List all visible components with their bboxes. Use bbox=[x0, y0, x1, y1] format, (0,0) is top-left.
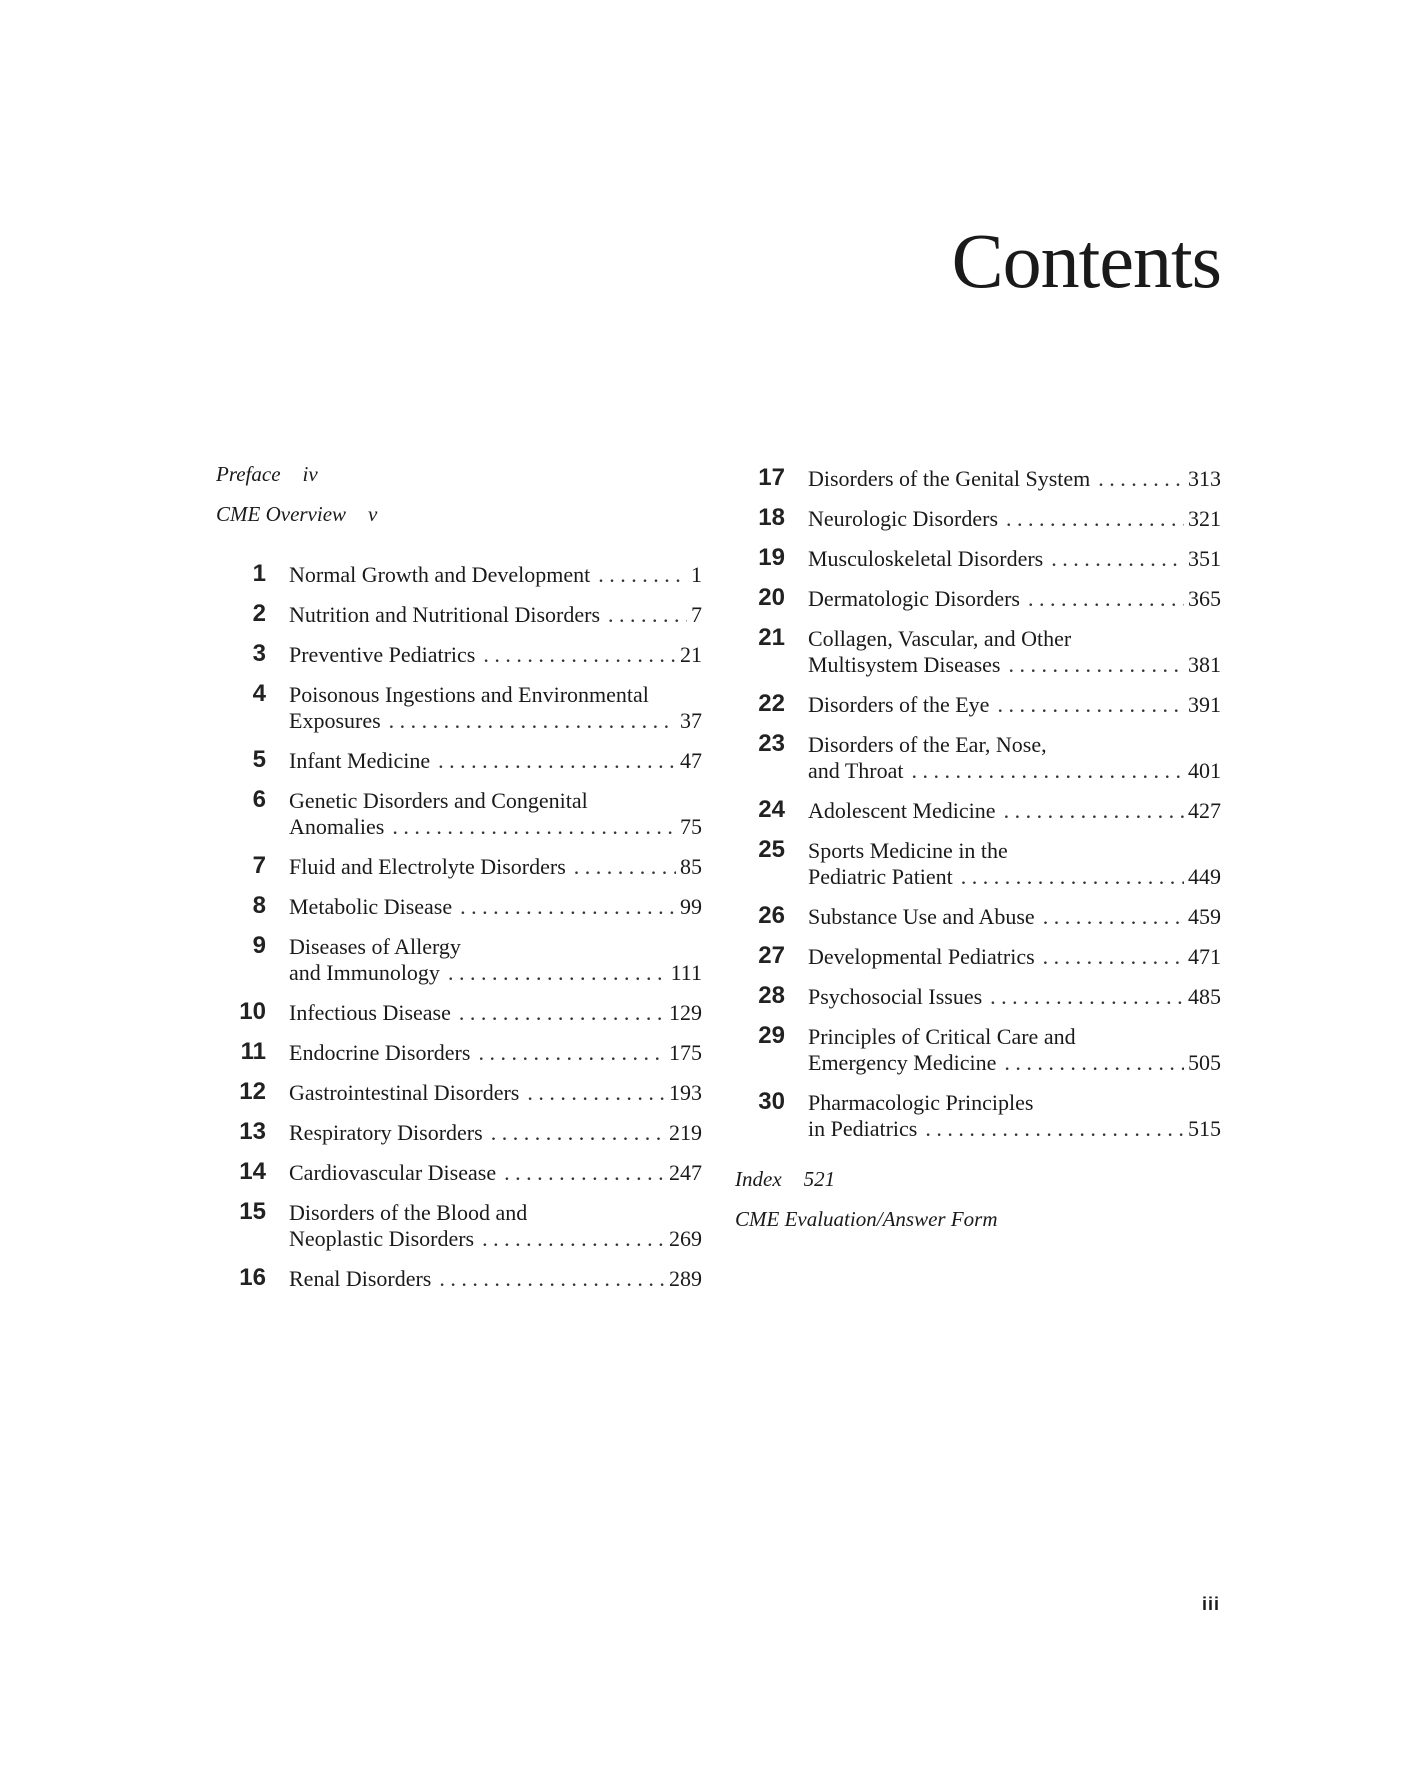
chapter-title: Pediatric Patient bbox=[808, 864, 953, 889]
chapter-entry bbox=[735, 1024, 1221, 1076]
chapter-title-row bbox=[289, 1120, 702, 1146]
chapter-title-row bbox=[289, 854, 702, 880]
chapter-title-row bbox=[808, 652, 1221, 678]
chapter-number: 1 bbox=[252, 560, 266, 587]
chapter-page: 427 bbox=[1188, 798, 1221, 823]
front-matter-list bbox=[216, 463, 702, 526]
chapter-list-left bbox=[216, 562, 702, 1292]
chapter-page: 485 bbox=[1188, 984, 1221, 1009]
chapter-title: Musculoskeletal Disorders bbox=[808, 546, 1044, 571]
chapter-number: 28 bbox=[758, 982, 785, 1009]
chapter-page: 193 bbox=[669, 1080, 702, 1105]
chapter-title: Metabolic Disease bbox=[289, 894, 453, 919]
chapter-title-row bbox=[808, 984, 1221, 1010]
chapter-title-row bbox=[289, 894, 702, 920]
chapter-title-line: Collagen, Vascular, and Other bbox=[808, 626, 1072, 651]
chapter-entry bbox=[735, 1090, 1221, 1142]
chapter-entry bbox=[216, 682, 702, 734]
chapter-title: Fluid and Electrolyte Disorders bbox=[289, 854, 566, 879]
dot-leader bbox=[392, 814, 676, 840]
dot-leader bbox=[478, 1040, 665, 1066]
dot-leader bbox=[925, 1116, 1184, 1142]
chapter-page: 269 bbox=[669, 1226, 702, 1251]
chapter-number: 16 bbox=[239, 1264, 266, 1291]
dot-leader bbox=[1028, 586, 1184, 612]
chapter-number: 19 bbox=[758, 544, 785, 571]
front-matter-item bbox=[216, 463, 702, 486]
dot-leader bbox=[504, 1160, 665, 1186]
chapter-entry bbox=[735, 838, 1221, 890]
chapter-title-row bbox=[808, 506, 1221, 532]
chapter-entry bbox=[735, 732, 1221, 784]
chapter-number: 17 bbox=[758, 464, 785, 491]
dot-leader bbox=[1043, 904, 1184, 930]
chapter-title-line: Genetic Disorders and Congenital bbox=[289, 788, 588, 813]
chapter-number: 9 bbox=[252, 932, 266, 959]
dot-leader bbox=[438, 748, 676, 774]
chapter-title-row bbox=[289, 748, 702, 774]
chapter-title-row bbox=[289, 562, 702, 588]
chapter-number: 11 bbox=[240, 1038, 266, 1065]
chapter-title-row bbox=[808, 798, 1221, 824]
chapter-title-row bbox=[808, 944, 1221, 970]
chapter-entry bbox=[216, 562, 702, 588]
dot-leader bbox=[482, 1226, 665, 1252]
chapter-title-row bbox=[289, 1160, 702, 1186]
chapter-title: Preventive Pediatrics bbox=[289, 642, 476, 667]
chapter-title: and Throat bbox=[808, 758, 904, 783]
chapter-entry bbox=[216, 1200, 702, 1252]
dot-leader bbox=[448, 960, 667, 986]
chapter-number: 12 bbox=[239, 1078, 266, 1105]
chapter-title: Respiratory Disorders bbox=[289, 1120, 483, 1145]
chapter-number: 14 bbox=[239, 1158, 266, 1185]
chapter-page: 37 bbox=[680, 708, 702, 733]
chapter-title-row bbox=[289, 602, 702, 628]
dot-leader bbox=[912, 758, 1184, 784]
chapter-entry bbox=[216, 1120, 702, 1146]
chapter-title: Neurologic Disorders bbox=[808, 506, 999, 531]
chapter-number: 10 bbox=[239, 998, 266, 1025]
chapter-number: 26 bbox=[758, 902, 785, 929]
chapter-page: 99 bbox=[680, 894, 702, 919]
chapter-page: 129 bbox=[669, 1000, 702, 1025]
chapter-page: 381 bbox=[1188, 652, 1221, 677]
dot-leader bbox=[1098, 466, 1184, 492]
front-matter-label: CME Overview bbox=[216, 502, 347, 526]
dot-leader bbox=[608, 602, 687, 628]
chapter-number: 8 bbox=[252, 892, 266, 919]
chapter-title-line: Sports Medicine in the bbox=[808, 838, 1008, 863]
chapter-title-row bbox=[808, 864, 1221, 890]
chapter-title: Normal Growth and Development bbox=[289, 562, 591, 587]
back-matter-list bbox=[735, 1168, 1221, 1231]
chapter-entry bbox=[216, 642, 702, 668]
contents-column-right bbox=[735, 466, 1221, 1248]
chapter-number: 25 bbox=[758, 836, 785, 863]
dot-leader bbox=[1043, 944, 1184, 970]
chapter-number: 2 bbox=[252, 600, 266, 627]
chapter-title-row bbox=[289, 960, 702, 986]
chapter-entry bbox=[216, 1080, 702, 1106]
chapter-entry bbox=[216, 1160, 702, 1186]
dot-leader bbox=[491, 1120, 665, 1146]
chapter-page: 75 bbox=[680, 814, 702, 839]
chapter-title: Adolescent Medicine bbox=[808, 798, 996, 823]
chapter-number: 24 bbox=[758, 796, 785, 823]
chapter-entry bbox=[216, 934, 702, 986]
chapter-number: 7 bbox=[252, 852, 266, 879]
back-matter-item bbox=[735, 1208, 1221, 1231]
dot-leader bbox=[598, 562, 687, 588]
dot-leader bbox=[1051, 546, 1184, 572]
chapter-title-line: Diseases of Allergy bbox=[289, 934, 461, 959]
dot-leader bbox=[961, 864, 1184, 890]
chapter-number: 15 bbox=[239, 1198, 266, 1225]
chapter-title-row bbox=[289, 1080, 702, 1106]
chapter-number: 6 bbox=[252, 786, 266, 813]
chapter-title-row bbox=[808, 466, 1221, 492]
chapter-page: 401 bbox=[1188, 758, 1221, 783]
chapter-title: Disorders of the Eye bbox=[808, 692, 990, 717]
chapter-title: Infant Medicine bbox=[289, 748, 431, 773]
chapter-title: and Immunology bbox=[289, 960, 440, 985]
chapter-number: 13 bbox=[239, 1118, 266, 1145]
chapter-page: 471 bbox=[1188, 944, 1221, 969]
chapter-page: 365 bbox=[1188, 586, 1221, 611]
chapter-entry bbox=[216, 748, 702, 774]
chapter-title-line: Poisonous Ingestions and Environmental bbox=[289, 682, 649, 707]
dot-leader bbox=[459, 1000, 665, 1026]
chapter-entry bbox=[216, 854, 702, 880]
chapter-title: Psychosocial Issues bbox=[808, 984, 983, 1009]
chapter-number: 30 bbox=[758, 1088, 785, 1115]
chapter-title-row bbox=[289, 708, 702, 734]
chapter-page: 321 bbox=[1188, 506, 1221, 531]
chapter-title-row bbox=[808, 586, 1221, 612]
chapter-number: 20 bbox=[758, 584, 785, 611]
chapter-title-row bbox=[808, 1050, 1221, 1076]
chapter-page: 391 bbox=[1188, 692, 1221, 717]
back-matter-item bbox=[735, 1168, 1221, 1191]
chapter-page: 289 bbox=[669, 1266, 702, 1291]
chapter-entry bbox=[216, 1000, 702, 1026]
chapter-title-row bbox=[289, 642, 702, 668]
chapter-entry bbox=[735, 586, 1221, 612]
chapter-title-row bbox=[808, 692, 1221, 718]
chapter-title-row bbox=[808, 904, 1221, 930]
chapter-title: Developmental Pediatrics bbox=[808, 944, 1035, 969]
chapter-entry bbox=[216, 602, 702, 628]
chapter-title: Exposures bbox=[289, 708, 381, 733]
front-matter-page: v bbox=[368, 502, 378, 526]
chapter-page: 449 bbox=[1188, 864, 1221, 889]
chapter-list-right bbox=[735, 466, 1221, 1142]
chapter-title: Endocrine Disorders bbox=[289, 1040, 471, 1065]
chapter-title: Gastrointestinal Disorders bbox=[289, 1080, 520, 1105]
dot-leader bbox=[527, 1080, 665, 1106]
chapter-entry bbox=[735, 692, 1221, 718]
front-matter-label: Preface bbox=[216, 462, 281, 486]
chapter-title-row bbox=[289, 1000, 702, 1026]
chapter-number: 3 bbox=[252, 640, 266, 667]
chapter-entry bbox=[735, 466, 1221, 492]
front-matter-item bbox=[216, 503, 702, 526]
page-title: Contents bbox=[951, 217, 1221, 304]
chapter-entry bbox=[216, 894, 702, 920]
chapter-number: 27 bbox=[758, 942, 785, 969]
dot-leader bbox=[1009, 652, 1185, 678]
chapter-page: 21 bbox=[680, 642, 702, 667]
chapter-title: Cardiovascular Disease bbox=[289, 1160, 497, 1185]
chapter-title-line: Disorders of the Ear, Nose, bbox=[808, 732, 1047, 757]
chapter-title-row bbox=[289, 1040, 702, 1066]
chapter-title-row bbox=[808, 758, 1221, 784]
chapter-entry bbox=[216, 788, 702, 840]
contents-column-left bbox=[216, 463, 702, 1306]
chapter-title: in Pediatrics bbox=[808, 1116, 918, 1141]
dot-leader bbox=[483, 642, 676, 668]
chapter-title: Anomalies bbox=[289, 814, 385, 839]
dot-leader bbox=[990, 984, 1184, 1010]
chapter-title: Emergency Medicine bbox=[808, 1050, 997, 1075]
chapter-page: 85 bbox=[680, 854, 702, 879]
chapter-title-row bbox=[808, 1116, 1221, 1142]
back-matter-label: Index bbox=[735, 1167, 782, 1191]
chapter-entry bbox=[735, 798, 1221, 824]
chapter-title-row bbox=[289, 1226, 702, 1252]
chapter-entry bbox=[735, 626, 1221, 678]
chapter-page: 247 bbox=[669, 1160, 702, 1185]
chapter-number: 22 bbox=[758, 690, 785, 717]
dot-leader bbox=[1004, 1050, 1184, 1076]
dot-leader bbox=[1006, 506, 1184, 532]
dot-leader bbox=[460, 894, 676, 920]
chapter-page: 47 bbox=[680, 748, 702, 773]
chapter-title: Nutrition and Nutritional Disorders bbox=[289, 602, 601, 627]
dot-leader bbox=[439, 1266, 665, 1292]
chapter-entry bbox=[735, 546, 1221, 572]
chapter-page: 219 bbox=[669, 1120, 702, 1145]
front-matter-page: iv bbox=[302, 462, 318, 486]
back-matter-page: 521 bbox=[803, 1167, 836, 1191]
chapter-title-line: Disorders of the Blood and bbox=[289, 1200, 528, 1225]
chapter-title-row bbox=[289, 814, 702, 840]
chapter-number: 29 bbox=[758, 1022, 785, 1049]
page-number: iii bbox=[1201, 1594, 1220, 1614]
chapter-entry bbox=[735, 904, 1221, 930]
chapter-entry bbox=[735, 984, 1221, 1010]
dot-leader bbox=[997, 692, 1184, 718]
chapter-number: 23 bbox=[758, 730, 785, 757]
chapter-title-line: Pharmacologic Principles bbox=[808, 1090, 1034, 1115]
chapter-page: 111 bbox=[670, 960, 702, 985]
chapter-page: 7 bbox=[691, 602, 702, 627]
chapter-title: Neoplastic Disorders bbox=[289, 1226, 475, 1251]
chapter-number: 5 bbox=[252, 746, 266, 773]
chapter-page: 351 bbox=[1188, 546, 1221, 571]
dot-leader bbox=[574, 854, 676, 880]
chapter-page: 313 bbox=[1188, 466, 1221, 491]
chapter-title: Multisystem Diseases bbox=[808, 652, 1001, 677]
chapter-page: 1 bbox=[691, 562, 702, 587]
chapter-title: Infectious Disease bbox=[289, 1000, 451, 1025]
dot-leader bbox=[389, 708, 676, 734]
chapter-number: 21 bbox=[758, 624, 785, 651]
chapter-title-row bbox=[808, 546, 1221, 572]
chapter-page: 459 bbox=[1188, 904, 1221, 929]
chapter-title: Disorders of the Genital System bbox=[808, 466, 1091, 491]
chapter-entry bbox=[216, 1040, 702, 1066]
chapter-title-row bbox=[289, 1266, 702, 1292]
chapter-number: 18 bbox=[758, 504, 785, 531]
chapter-entry bbox=[735, 944, 1221, 970]
chapter-page: 175 bbox=[669, 1040, 702, 1065]
chapter-entry bbox=[735, 506, 1221, 532]
chapter-number: 4 bbox=[252, 680, 266, 707]
chapter-title: Renal Disorders bbox=[289, 1266, 432, 1291]
dot-leader bbox=[1004, 798, 1184, 824]
chapter-page: 505 bbox=[1188, 1050, 1221, 1075]
chapter-title: Dermatologic Disorders bbox=[808, 586, 1020, 611]
chapter-entry bbox=[216, 1266, 702, 1292]
back-matter-label: CME Evaluation/Answer Form bbox=[735, 1207, 998, 1231]
chapter-title: Substance Use and Abuse bbox=[808, 904, 1035, 929]
chapter-page: 515 bbox=[1188, 1116, 1221, 1141]
chapter-title-line: Principles of Critical Care and bbox=[808, 1024, 1076, 1049]
